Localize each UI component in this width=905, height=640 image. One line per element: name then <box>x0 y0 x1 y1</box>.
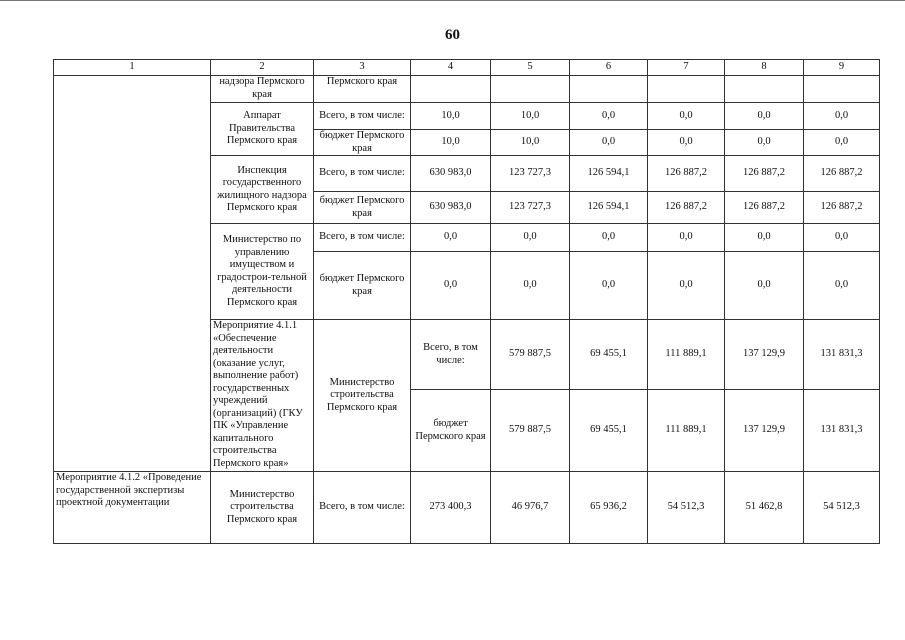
value-cell: 111 889,1 <box>648 320 725 390</box>
value-cell: 0,0 <box>804 103 880 130</box>
source-cell: Пермского края <box>314 76 411 103</box>
page-top-edge <box>0 0 905 1</box>
value-cell: 0,0 <box>570 224 648 252</box>
value-cell: 46 976,7 <box>491 472 570 544</box>
table-header-row <box>54 60 880 76</box>
value-cell: 0,0 <box>570 130 648 156</box>
value-cell: 111 889,1 <box>648 390 725 472</box>
value-cell: 54 512,3 <box>804 472 880 544</box>
value-cell: 123 727,3 <box>491 156 570 192</box>
value-cell: 0,0 <box>804 130 880 156</box>
executor-cell: надзора Пермского края <box>211 76 314 103</box>
value-cell: 0,0 <box>648 130 725 156</box>
value-cell: 579 887,5 <box>491 320 570 390</box>
value-cell: 65 936,2 <box>570 472 648 544</box>
executor-cell: Министерство строительства Пермского края <box>314 320 411 472</box>
column-header: 3 <box>314 60 411 76</box>
value-cell: 126 887,2 <box>725 156 804 192</box>
value-cell: 0,0 <box>570 252 648 320</box>
value-cell: 0,0 <box>725 224 804 252</box>
activity-cell: Мероприятие 4.1.1 «Обеспечение деятельности (оказание услуг, выполнение работ) государственных учреждений (организаций) (ГКУ ПК «Управление капитального строительства Пермского края» <box>211 320 314 472</box>
value-cell: 0,0 <box>411 252 491 320</box>
source-cell: Всего, в том числе: <box>314 224 411 252</box>
value-cell: 126 887,2 <box>725 192 804 224</box>
column-header: 5 <box>491 60 570 76</box>
value-cell: 126 887,2 <box>648 192 725 224</box>
column-header: 1 <box>54 60 211 76</box>
column-header: 6 <box>570 60 648 76</box>
table-row <box>54 76 880 103</box>
value-cell: 273 400,3 <box>411 472 491 544</box>
value-cell: 126 594,1 <box>570 192 648 224</box>
value-cell: 10,0 <box>491 103 570 130</box>
source-cell: Всего, в том числе: <box>314 472 411 544</box>
page-number: 60 <box>445 27 460 43</box>
value-cell: 69 455,1 <box>570 320 648 390</box>
value-cell: 126 887,2 <box>648 156 725 192</box>
value-cell: 126 887,2 <box>804 192 880 224</box>
value-cell: 54 512,3 <box>648 472 725 544</box>
value-cell <box>648 76 725 103</box>
value-cell: 0,0 <box>648 252 725 320</box>
budget-table <box>53 59 880 544</box>
table-row <box>54 472 880 544</box>
activity-cell-empty <box>54 76 211 472</box>
source-cell: бюджет Пермского края <box>411 390 491 472</box>
value-cell: 131 831,3 <box>804 390 880 472</box>
value-cell <box>491 76 570 103</box>
value-cell: 0,0 <box>491 252 570 320</box>
value-cell: 0,0 <box>491 224 570 252</box>
value-cell: 10,0 <box>491 130 570 156</box>
value-cell: 131 831,3 <box>804 320 880 390</box>
value-cell <box>570 76 648 103</box>
value-cell <box>804 76 880 103</box>
column-header: 8 <box>725 60 804 76</box>
value-cell: 0,0 <box>648 224 725 252</box>
source-cell: бюджет Пермского края <box>314 252 411 320</box>
source-cell: бюджет Пермского края <box>314 192 411 224</box>
value-cell: 126 887,2 <box>804 156 880 192</box>
column-header: 2 <box>211 60 314 76</box>
value-cell: 630 983,0 <box>411 192 491 224</box>
value-cell: 579 887,5 <box>491 390 570 472</box>
value-cell: 0,0 <box>570 103 648 130</box>
value-cell: 10,0 <box>411 130 491 156</box>
column-header: 9 <box>804 60 880 76</box>
executor-cell: Министерство по управлению имуществом и градострои-тельной деятельности Пермского края <box>211 224 314 320</box>
value-cell: 51 462,8 <box>725 472 804 544</box>
column-header: 4 <box>411 60 491 76</box>
value-cell: 0,0 <box>725 130 804 156</box>
executor-cell: Министерство строительства Пермского края <box>211 472 314 544</box>
source-cell: бюджет Пермского края <box>314 130 411 156</box>
value-cell: 0,0 <box>648 103 725 130</box>
value-cell: 126 594,1 <box>570 156 648 192</box>
source-cell: Всего, в том числе: <box>314 103 411 130</box>
source-cell: Всего, в том числе: <box>314 156 411 192</box>
value-cell: 137 129,9 <box>725 320 804 390</box>
value-cell: 0,0 <box>411 224 491 252</box>
column-header: 7 <box>648 60 725 76</box>
value-cell: 0,0 <box>804 224 880 252</box>
value-cell: 0,0 <box>804 252 880 320</box>
value-cell <box>725 76 804 103</box>
value-cell: 0,0 <box>725 252 804 320</box>
executor-cell: Аппарат Правительства Пермского края <box>211 103 314 156</box>
value-cell: 69 455,1 <box>570 390 648 472</box>
value-cell <box>411 76 491 103</box>
executor-cell: Инспекция государственного жилищного надзора Пермского края <box>211 156 314 224</box>
value-cell: 630 983,0 <box>411 156 491 192</box>
value-cell: 123 727,3 <box>491 192 570 224</box>
value-cell: 10,0 <box>411 103 491 130</box>
source-cell: Всего, в том числе: <box>411 320 491 390</box>
value-cell: 0,0 <box>725 103 804 130</box>
activity-cell: Мероприятие 4.1.2 «Проведение государственной экспертизы проектной документации <box>54 472 211 544</box>
value-cell: 137 129,9 <box>725 390 804 472</box>
